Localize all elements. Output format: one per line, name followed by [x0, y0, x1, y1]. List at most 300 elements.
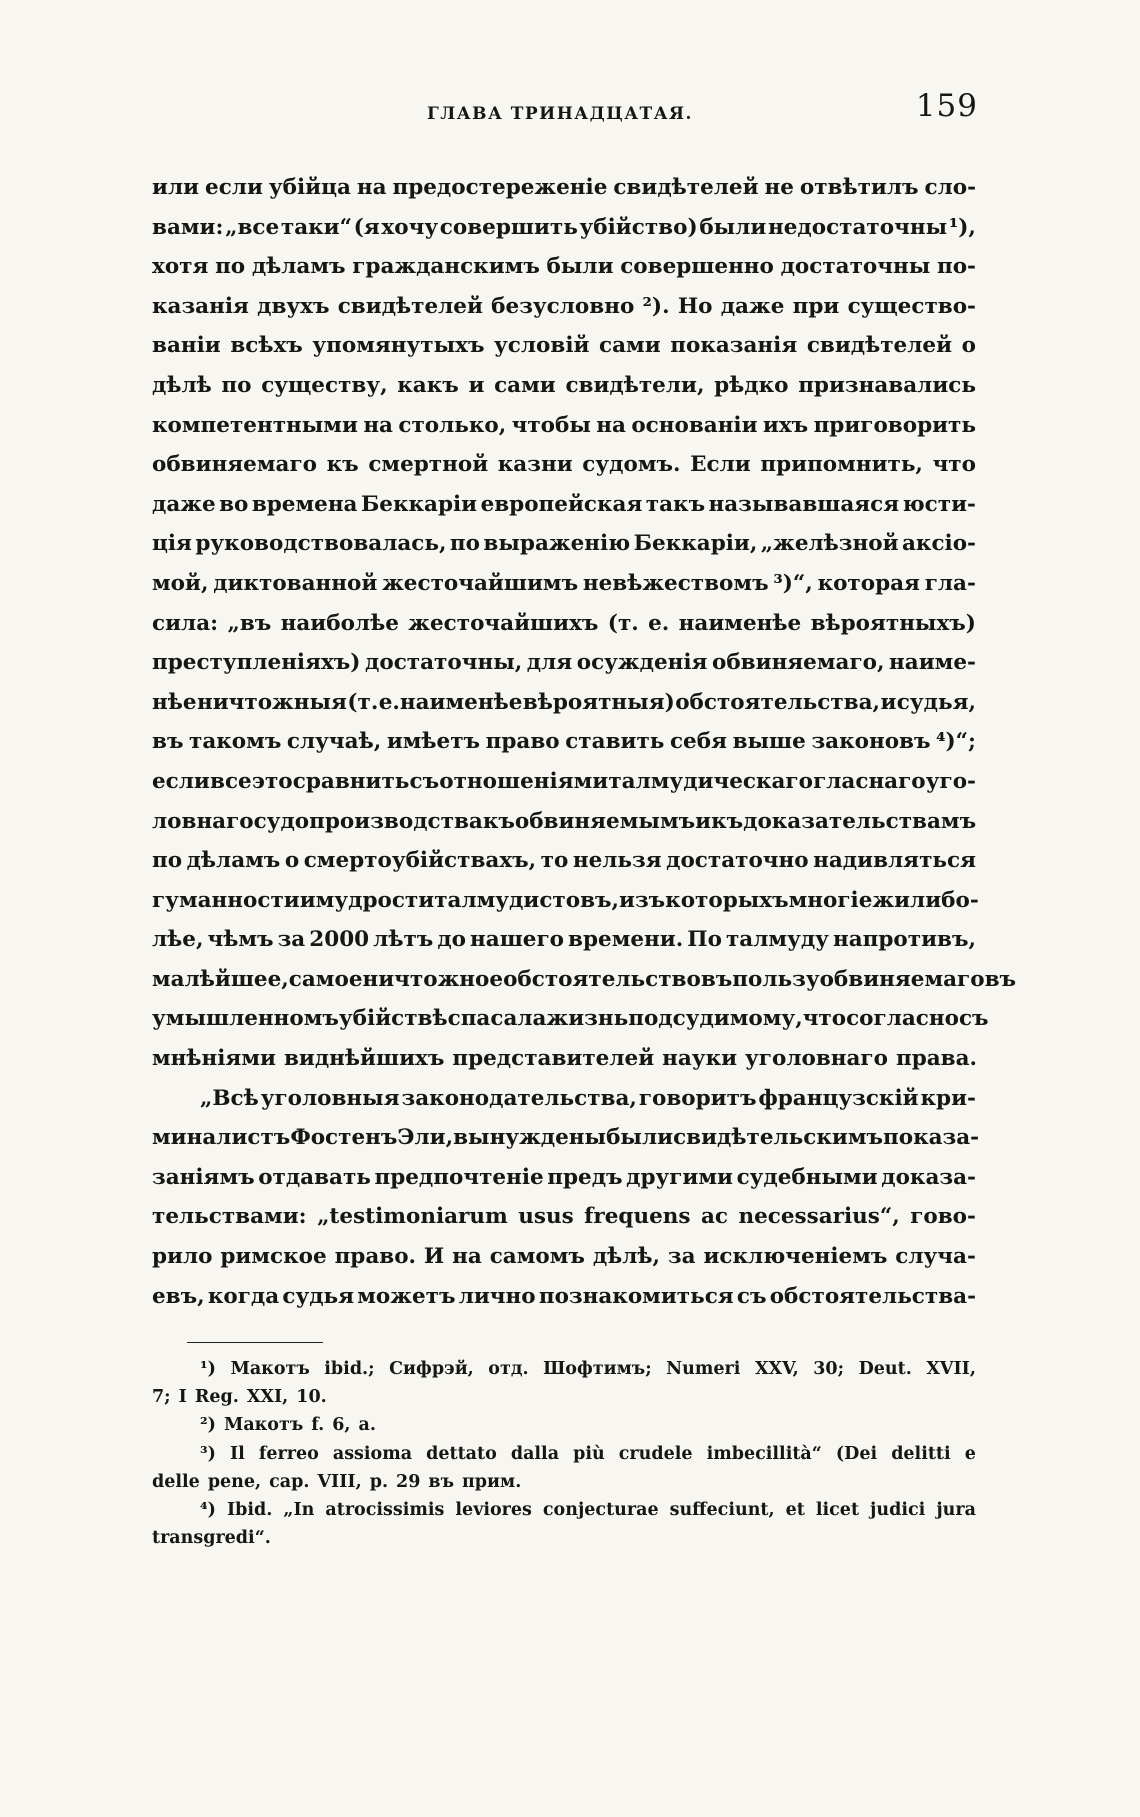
footnote-word: conjecturae: [542, 1499, 659, 1520]
body-word: и: [695, 808, 712, 834]
body-line: [152, 1158, 976, 1198]
body-word: уголовныя: [260, 1085, 400, 1111]
footnote-word: 6,: [332, 1415, 351, 1436]
footnote-word: crudele: [618, 1443, 693, 1464]
body-word: дѣламъ: [251, 254, 346, 280]
body-line: [152, 643, 976, 683]
body-word: убійствѣ: [338, 1006, 448, 1032]
footnote-word: Макотъ: [230, 1359, 310, 1379]
body-word: говоритъ: [638, 1085, 757, 1111]
body-line: [152, 881, 979, 921]
body-line: [152, 287, 976, 327]
body-word: это: [251, 768, 293, 794]
body-word: ихъ: [762, 412, 809, 438]
body-word: все: [210, 768, 252, 794]
body-word: обстоятельства-: [769, 1283, 976, 1309]
body-word: сами: [599, 333, 661, 359]
body-word: умышленномъ: [152, 1006, 339, 1032]
main-text: [152, 168, 1017, 1316]
body-line: [152, 485, 976, 525]
body-word: показанія: [670, 333, 798, 359]
footnote-word: delitti: [891, 1443, 951, 1464]
body-word: если: [152, 768, 210, 794]
footnote-word: pene,: [207, 1471, 262, 1492]
footnote-word: imbecillità“: [706, 1443, 822, 1464]
body-word: виднѣйшихъ: [283, 1046, 445, 1072]
body-word: достаточно: [666, 848, 809, 874]
body-word: жили: [872, 887, 942, 913]
body-word: лѣе,: [152, 927, 204, 953]
body-word: безусловно: [491, 293, 635, 319]
body-word: наиме-: [889, 650, 976, 676]
body-word: мудрости: [315, 887, 435, 913]
body-word: ничтожное: [362, 966, 504, 992]
body-word: necessarius“,: [738, 1204, 900, 1230]
footnote-word: ¹): [200, 1359, 216, 1379]
footnote-line: [152, 1496, 976, 1524]
body-word: лично: [458, 1283, 536, 1309]
body-line: [152, 524, 976, 564]
body-word: 2000: [309, 927, 370, 953]
body-line: [152, 604, 976, 644]
footnote-word: f.: [311, 1415, 325, 1436]
body-word: были: [606, 1125, 674, 1151]
body-word: хотя: [152, 254, 209, 280]
body-word: другими: [626, 1164, 733, 1190]
body-word: уголовнаго: [745, 1046, 888, 1072]
body-word: сравнить: [292, 768, 410, 794]
footnote-word: judici: [870, 1499, 926, 1520]
body-word: жесточайшихъ: [408, 610, 599, 636]
body-word: отношеніями: [439, 768, 609, 794]
footnote-word: cap.: [269, 1471, 310, 1492]
body-word: судебными: [736, 1164, 878, 1190]
body-word: права.: [895, 1046, 978, 1072]
footnote-word: ibid.;: [324, 1359, 375, 1379]
body-word: совершенно: [620, 254, 774, 280]
body-word: заніямъ: [152, 1164, 255, 1190]
body-word: ставить: [565, 729, 665, 755]
body-word: лѣтъ: [373, 927, 434, 953]
body-line: [152, 683, 976, 723]
footnote-word: Numeri: [666, 1359, 741, 1379]
body-word: невѣжествомъ: [582, 570, 769, 596]
footnote-word: transgredi“.: [152, 1528, 271, 1549]
body-word: преступленіяхъ): [152, 650, 361, 676]
body-word: упомянутыхъ: [312, 333, 485, 359]
body-word: европейская: [480, 491, 643, 517]
body-word: такомъ: [189, 729, 282, 755]
body-word: во: [219, 491, 249, 517]
body-line: [152, 841, 976, 881]
body-word: убійство): [579, 214, 698, 240]
body-word: дѣламъ: [186, 848, 281, 874]
body-word: казни: [497, 452, 573, 478]
body-word: не: [764, 175, 794, 200]
footnote-line: [152, 1411, 976, 1439]
body-word: доказа-: [881, 1164, 976, 1190]
body-word: науки: [662, 1046, 738, 1072]
page-number: 159: [915, 88, 978, 124]
body-line: [152, 1079, 976, 1119]
body-word: диктованной: [213, 570, 378, 596]
body-word: ваніи: [152, 333, 221, 359]
body-word: свидѣтельскимъ: [673, 1125, 883, 1151]
footnote-word: Reg.: [194, 1387, 239, 1408]
body-word: показа-: [883, 1125, 980, 1151]
body-word: нѣе: [152, 689, 197, 715]
body-word: по: [221, 372, 252, 398]
body-line: [152, 762, 976, 802]
footnote-word: più: [573, 1443, 605, 1464]
footnote-word: отд.: [488, 1359, 529, 1379]
body-word: случа-: [895, 1244, 976, 1270]
body-word: свидѣтелей: [806, 333, 953, 359]
body-line: [152, 722, 976, 762]
body-word: гово-: [910, 1204, 976, 1230]
body-word: и: [299, 887, 316, 913]
body-line: [152, 1118, 980, 1158]
body-word: доказательствамъ: [743, 808, 977, 834]
footnote-word: XXV,: [754, 1359, 799, 1379]
body-word: чѣмъ: [207, 927, 274, 953]
body-word: до: [437, 927, 466, 953]
footnote-word: прим.: [462, 1471, 522, 1492]
body-word: для: [526, 650, 573, 676]
body-word: вынуждены: [453, 1125, 607, 1151]
body-word: подсудимому,: [628, 1006, 803, 1032]
footnote-word: e: [964, 1443, 976, 1464]
body-word: чтобы: [511, 412, 591, 438]
body-line: [152, 564, 976, 604]
footnote-word: leviores: [455, 1499, 532, 1520]
body-word: за: [667, 1244, 696, 1270]
body-word: ¹),: [948, 214, 976, 240]
body-word: (т.: [347, 689, 379, 715]
body-word: на: [452, 1244, 482, 1270]
body-word: бо-: [941, 887, 979, 913]
body-word: французскій: [758, 1085, 919, 1111]
body-word: обстоятельство: [503, 966, 701, 992]
body-word: право: [485, 729, 560, 755]
body-word: руководствовалась,: [195, 531, 447, 557]
body-word: сло-: [924, 175, 976, 200]
body-word: по: [215, 254, 246, 280]
body-word: многіе: [788, 887, 873, 913]
page-header: [152, 88, 988, 138]
body-word: гласнаго: [813, 768, 926, 794]
body-word: припомнить,: [760, 452, 923, 478]
body-word: называвшаяся: [708, 491, 900, 517]
body-word: жизнь: [546, 1006, 629, 1032]
body-word: свидѣтели,: [565, 372, 705, 398]
body-word: въ: [700, 966, 733, 992]
footnote-line: [152, 1524, 976, 1552]
body-word: миналистъ: [152, 1125, 291, 1151]
body-word: съ: [736, 1283, 767, 1309]
body-word: на: [596, 412, 626, 438]
body-word: и: [468, 372, 485, 398]
body-word: обвиняемаго: [152, 452, 317, 478]
body-word: тельствами:: [152, 1204, 307, 1230]
footnote-word: a.: [358, 1415, 376, 1436]
body-word: были: [546, 254, 614, 280]
footnotes: [152, 1355, 976, 1552]
body-word: при: [792, 293, 840, 319]
body-word: которыхъ: [665, 887, 789, 913]
body-word: Беккаріи: [360, 491, 478, 517]
body-line: [152, 920, 976, 960]
body-word: судомъ.: [582, 452, 681, 478]
body-line: [152, 406, 976, 446]
footnote-word: ³): [200, 1443, 216, 1464]
body-word: хочу: [381, 214, 439, 240]
body-word: совершить: [439, 214, 578, 240]
body-word: такъ: [645, 491, 706, 517]
body-word: на: [356, 175, 387, 200]
body-word: нельзя: [572, 848, 662, 874]
footnote-word: XVII,: [926, 1359, 976, 1379]
body-word: представителей: [452, 1046, 655, 1072]
body-word: даже: [152, 491, 216, 517]
body-word: двухъ: [257, 293, 330, 319]
body-word: вѣроятныя): [522, 689, 675, 715]
body-word: себя: [669, 729, 727, 755]
body-line: [152, 1237, 976, 1277]
body-word: къ: [482, 808, 515, 834]
body-word: пользу: [732, 966, 820, 992]
body-word: условій: [494, 333, 590, 359]
body-word: по: [152, 848, 183, 874]
footnote-word: et: [785, 1499, 805, 1520]
footnote-word: (Dei: [835, 1443, 878, 1464]
body-word: по-: [936, 254, 976, 280]
footnote-word: Ibid.: [226, 1499, 273, 1520]
footnote-word: Сифрэй,: [389, 1359, 474, 1379]
body-word: талмудическаго: [608, 768, 813, 794]
body-line: [152, 1039, 976, 1079]
body-word: (я: [353, 214, 380, 240]
body-word: евъ,: [152, 1283, 205, 1309]
body-word: на: [363, 412, 393, 438]
body-word: что: [802, 1006, 847, 1032]
body-word: столько,: [398, 412, 507, 438]
body-word: судья,: [896, 689, 976, 715]
body-word: компетентными: [152, 412, 358, 438]
body-word: талмудистовъ,: [434, 887, 619, 913]
body-line: [152, 960, 1017, 1000]
body-word: гуманности: [152, 887, 300, 913]
body-word: Беккаріи,: [633, 531, 758, 557]
footnote-word: dalla: [510, 1443, 560, 1464]
body-word: гражданскимъ: [352, 254, 540, 280]
body-word: ція: [152, 531, 192, 557]
body-word: е.наименѣе: [378, 689, 523, 715]
body-word: были: [699, 214, 767, 240]
body-word: сила:: [152, 610, 219, 636]
body-word: е.: [648, 610, 670, 636]
body-word: аксіо-: [901, 531, 976, 557]
body-word: самое: [288, 966, 363, 992]
body-word: Если: [690, 452, 751, 478]
body-word: признавались: [798, 372, 976, 398]
body-word: usus: [518, 1204, 574, 1230]
body-word: дѣлѣ,: [592, 1244, 661, 1270]
body-word: когда: [207, 1283, 280, 1309]
body-word: ничтожныя: [196, 689, 347, 715]
body-word: уго-: [925, 768, 976, 794]
body-word: судья: [282, 1283, 355, 1309]
footnote-word: ferreo: [258, 1443, 319, 1464]
body-word: Фостенъ: [290, 1125, 398, 1151]
body-word: которая: [817, 570, 920, 596]
body-word: что: [932, 452, 976, 478]
body-word: обвиняемаго,: [712, 650, 885, 676]
body-word: достаточны,: [365, 650, 523, 676]
body-word: кри-: [920, 1085, 976, 1111]
body-word: ³)“,: [773, 570, 813, 596]
footnote-line: [152, 1468, 976, 1496]
body-word: смертоубійствахъ,: [303, 848, 537, 874]
footnote-separator: [187, 1342, 323, 1343]
body-word: о: [961, 333, 976, 359]
footnote-word: ⁴): [200, 1499, 216, 1520]
body-word: „Всѣ: [200, 1085, 259, 1111]
body-word: „testimoniarum: [317, 1204, 508, 1230]
footnote-word: 30;: [813, 1359, 845, 1379]
body-word: отвѣтилъ: [799, 175, 919, 200]
body-word: къ: [711, 808, 744, 834]
footnote-word: XXI,: [246, 1387, 289, 1408]
footnote-word: I: [178, 1387, 187, 1408]
body-word: жесточайшимъ: [382, 570, 579, 596]
body-word: выше: [732, 729, 806, 755]
body-word: за: [277, 927, 306, 953]
footnote-word: ²): [200, 1415, 216, 1436]
body-word: И: [423, 1244, 445, 1270]
body-line: [152, 208, 976, 248]
running-title: ГЛАВА ТРИНАДЦАТАЯ.: [427, 104, 693, 124]
footnote-word: Шофтимъ;: [543, 1359, 652, 1379]
body-word: обвиняемымъ: [514, 808, 696, 834]
body-word: то: [540, 848, 569, 874]
body-word: таки“: [280, 214, 352, 240]
body-word: случаѣ,: [286, 729, 382, 755]
body-word: согласно: [846, 1006, 959, 1032]
body-line: [152, 445, 976, 485]
body-word: законовъ: [811, 729, 931, 755]
body-word: вами:: [152, 214, 224, 240]
body-word: судопроизводства: [253, 808, 483, 834]
body-line: [152, 802, 976, 842]
body-word: времена: [251, 491, 358, 517]
body-word: убійца: [268, 175, 351, 200]
footnote-word: licet: [815, 1499, 860, 1520]
body-line: [152, 1197, 976, 1237]
body-word: съ: [958, 1006, 989, 1032]
body-word: осужденія: [576, 650, 708, 676]
footnote-word: delle: [152, 1471, 200, 1492]
body-word: дѣлѣ: [152, 372, 212, 398]
body-word: „все: [225, 214, 280, 240]
body-word: мнѣніями: [152, 1046, 276, 1072]
body-line: [152, 366, 976, 406]
footnote-word: 29: [396, 1471, 421, 1492]
body-word: выраженію: [483, 531, 631, 557]
body-word: юсти-: [902, 491, 976, 517]
body-word: ²).: [642, 293, 670, 319]
body-line: [152, 326, 976, 366]
body-word: исключеніемъ: [703, 1244, 888, 1270]
body-word: недостаточны: [768, 214, 948, 240]
body-word: о: [284, 848, 300, 874]
body-word: талмуду: [725, 927, 829, 953]
footnote-word: atrocissimis: [325, 1499, 445, 1520]
body-word: frequens: [584, 1204, 691, 1230]
body-line: [152, 999, 989, 1039]
body-word: въ: [152, 729, 184, 755]
body-word: наиболѣе: [280, 610, 399, 636]
body-word: право.: [334, 1244, 417, 1270]
body-word: спасала: [447, 1006, 547, 1032]
body-word: предъ: [547, 1164, 623, 1190]
footnote-line: [152, 1383, 976, 1411]
body-word: всѣхъ: [230, 333, 303, 359]
footnote-word: VIII,: [317, 1471, 362, 1492]
body-word: съ: [409, 768, 440, 794]
body-word: по: [449, 531, 480, 557]
body-word: основаніи: [631, 412, 758, 438]
body-word: мой,: [152, 570, 209, 596]
footnote-word: assioma: [332, 1443, 413, 1464]
body-word: къ: [326, 452, 359, 478]
body-word: смертной: [368, 452, 489, 478]
body-word: предпочтеніе: [374, 1164, 544, 1190]
footnote-word: p.: [369, 1471, 389, 1492]
body-word: Эли,: [397, 1125, 454, 1151]
body-word: рило: [152, 1244, 213, 1270]
body-line: [152, 247, 976, 287]
footnote-line: [152, 1355, 976, 1383]
body-word: (т.: [607, 610, 639, 636]
footnote-word: „In: [283, 1499, 315, 1520]
footnote-line: [152, 1440, 976, 1468]
body-word: вѣроятныхъ): [810, 610, 976, 636]
body-word: изъ: [619, 887, 666, 913]
body-word: свидѣтелей: [337, 293, 483, 319]
body-word: какъ: [397, 372, 459, 398]
body-word: если: [205, 175, 263, 200]
footnote-word: Deut.: [858, 1359, 912, 1379]
body-word: приговорить: [813, 412, 976, 438]
footnote-word: dettato: [426, 1443, 497, 1464]
body-word: времени.: [568, 927, 684, 953]
body-word: имѣетъ: [386, 729, 481, 755]
body-word: достаточны: [780, 254, 931, 280]
body-line: [152, 168, 976, 208]
body-word: свидѣтелей: [613, 175, 759, 200]
body-word: предостереженіе: [392, 175, 608, 200]
footnote-word: Макотъ: [223, 1415, 304, 1436]
body-word: даже: [720, 293, 785, 319]
body-word: ловнаго: [152, 808, 254, 834]
body-word: можетъ: [357, 1283, 456, 1309]
body-word: малѣйшее,: [152, 966, 289, 992]
body-word: „въ: [227, 610, 272, 636]
body-word: рѣдко: [714, 372, 789, 398]
body-word: гла-: [924, 570, 976, 596]
body-word: наименѣе: [678, 610, 802, 636]
